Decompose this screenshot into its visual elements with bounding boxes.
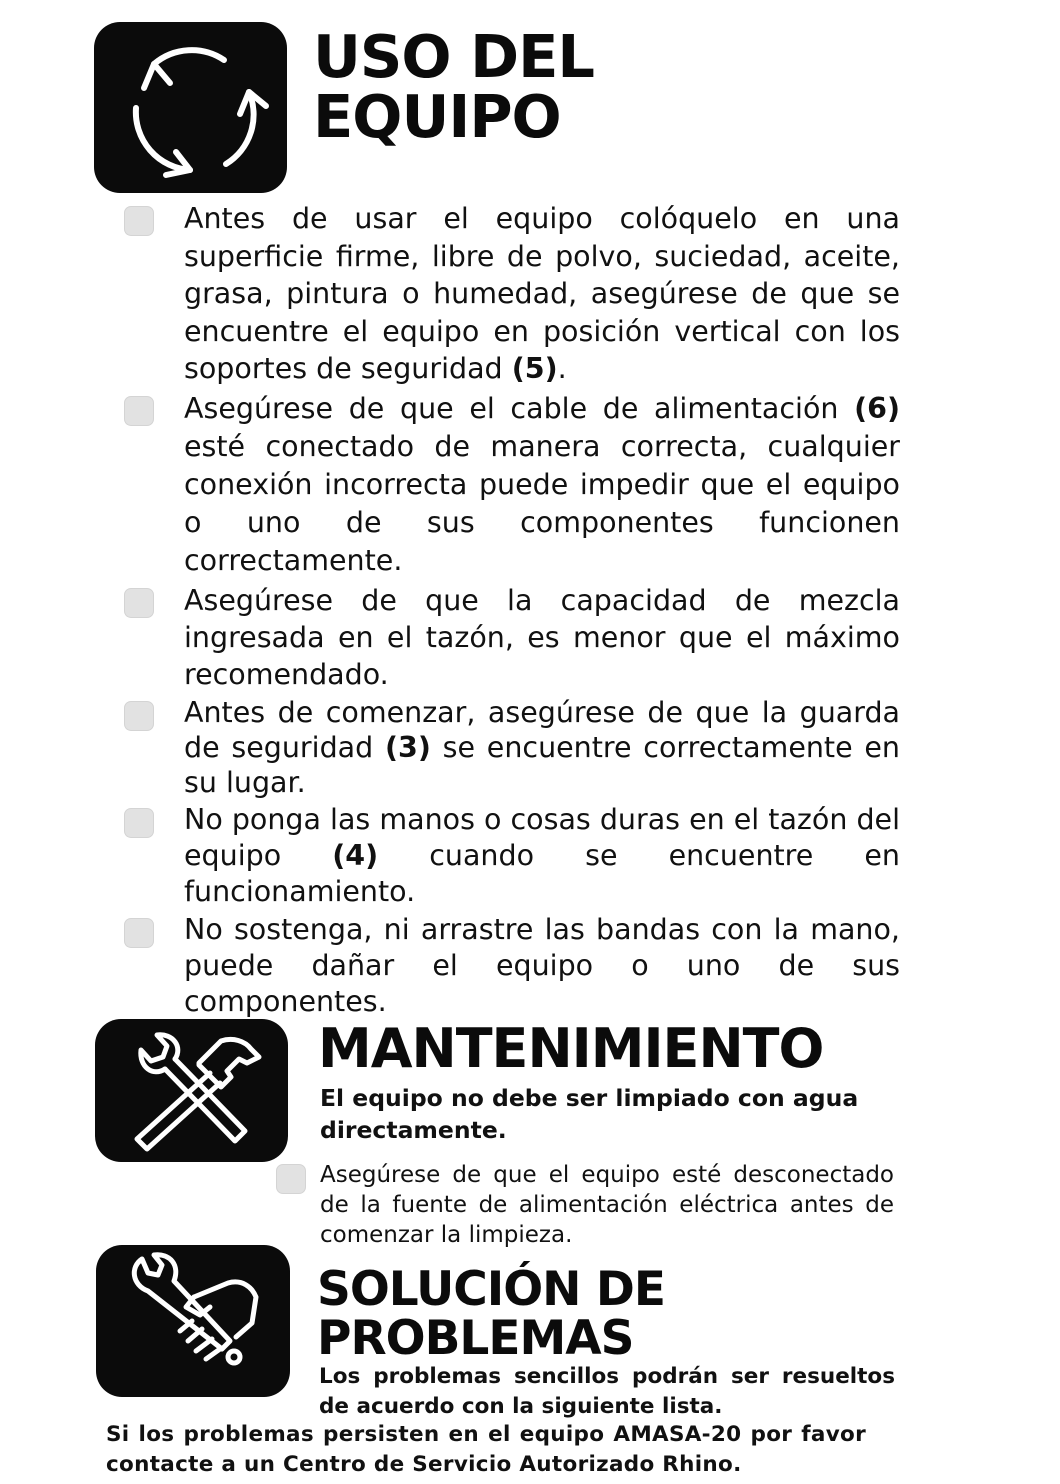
cycle-arrows-icon <box>94 22 287 193</box>
title-line: PROBLEMAS <box>317 1311 634 1366</box>
checkbox[interactable] <box>124 701 154 731</box>
list-item: Antes de comenzar, asegúrese de que la guarda de seguridad (3) se encuentre correctamente en su lugar. <box>120 695 900 800</box>
title-line: EQUIPO <box>313 82 561 151</box>
footer-note: Si los problemas persisten en el equipo AMASA-20 por favor contacte a un Centro de Servicio Autorizado Rhino. <box>106 1422 866 1477</box>
wrench-hammer-icon <box>95 1019 288 1162</box>
checkbox[interactable] <box>124 918 154 948</box>
list-item: Asegúrese de que la capacidad de mezcla ingresada en el tazón, es menor que el máximo recomendado. <box>120 582 900 693</box>
title-line: USO DEL <box>313 22 594 91</box>
list-item: No ponga las manos o cosas duras en el tazón del equipo (4) cuando se encuentre en funcionamiento. <box>120 802 900 910</box>
checkbox[interactable] <box>276 1164 306 1194</box>
list-item: Asegúrese de que el equipo esté desconectado de la fuente de alimentación eléctrica antes de comenzar la limpieza. <box>274 1160 894 1250</box>
checkbox[interactable] <box>124 206 154 236</box>
section-title-solucion <box>317 1262 665 1366</box>
list-item: No sostenga, ni arrastre las bandas con la mano, puede dañar el equipo o uno de sus componentes. <box>120 912 900 1020</box>
checkbox[interactable] <box>124 588 154 618</box>
title-line: SOLUCIÓN DE <box>317 1262 665 1317</box>
solucion-note: Los problemas sencillos podrán ser resueltos de acuerdo con la siguiente lista. <box>319 1364 895 1419</box>
uso-bullet-list <box>120 200 900 1022</box>
mantenimiento-note: El equipo no debe ser limpiado con agua directamente. <box>320 1084 859 1144</box>
list-item: Antes de usar el equipo colóquelo en una superficie firme, libre de polvo, suciedad, aceite, grasa, pintura o humedad, asegúrese de que se encuentre el equipo en posición vertical con los soportes de seguridad (5). <box>120 200 900 388</box>
hand-wrench-icon <box>96 1245 290 1397</box>
section-title-uso <box>313 22 594 151</box>
checkbox[interactable] <box>124 808 154 838</box>
section-title-mantenimiento: MANTENIMIENTO <box>318 1017 824 1080</box>
list-item: Asegúrese de que el cable de alimentación (6) esté conectado de manera correcta, cualquier conexión incorrecta puede impedir que el equipo o uno de sus componentes funcionen correctamente. <box>120 390 900 580</box>
checkbox[interactable] <box>124 396 154 426</box>
